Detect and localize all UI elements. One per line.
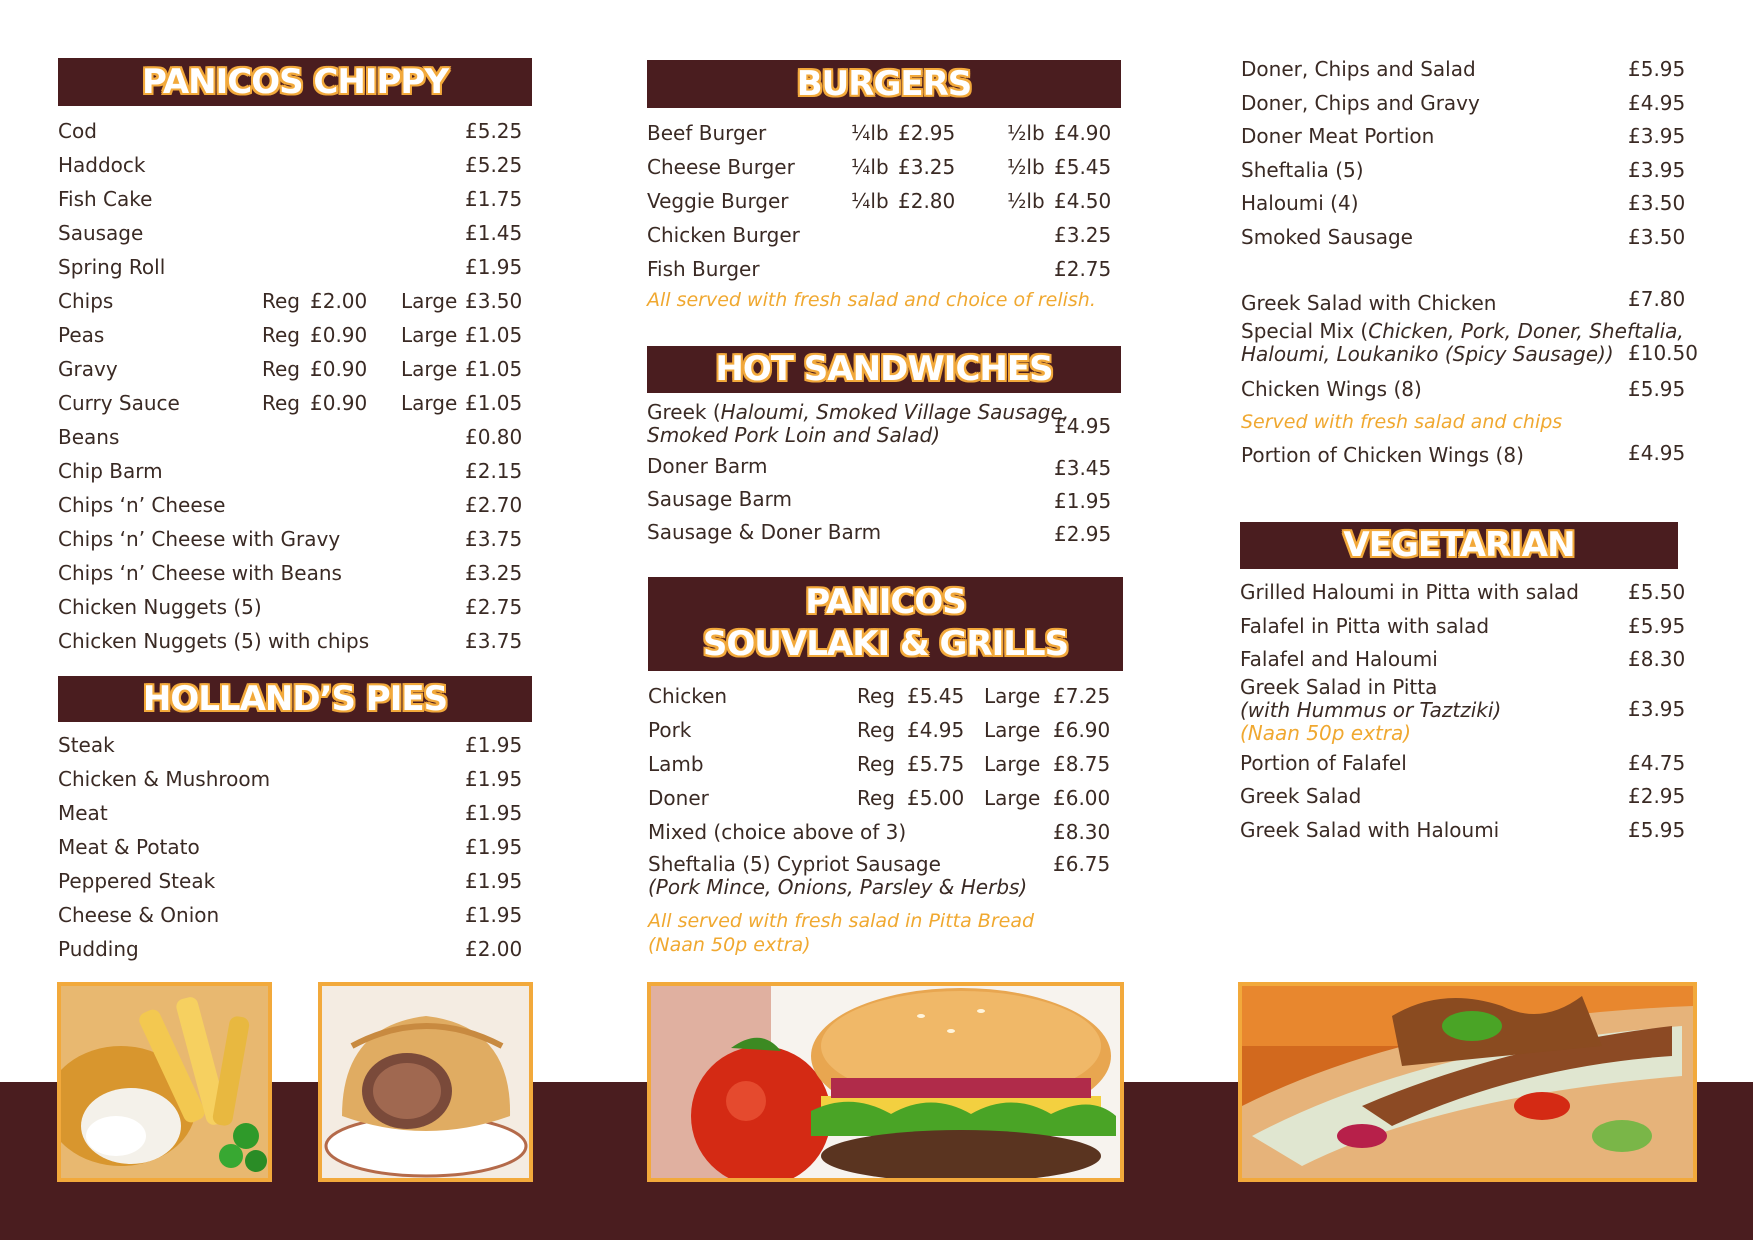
souvlaki-note: All served with fresh salad in Pitta Bread (Naan 50p extra) bbox=[648, 910, 1035, 956]
doner-list bbox=[1241, 52, 1711, 253]
sandwiches-section bbox=[647, 346, 1121, 548]
list-item: Sausage & Doner Barm £2.95 bbox=[647, 520, 1112, 546]
list-item: Haloumi (4) £3.50 bbox=[1241, 191, 1686, 215]
list-item: Chicken Reg £5.45 Large £7.25 bbox=[648, 684, 1111, 708]
list-item: Falafel and Haloumi £8.30 bbox=[1240, 647, 1686, 671]
list-item: Chip Barm £2.15 bbox=[58, 459, 523, 483]
list-item-greek-pitta: Greek Salad in Pitta (with Hummus or Taztziki) (Naan 50p extra) £3.95 bbox=[1240, 674, 1686, 745]
list-item: Doner, Chips and Gravy £4.95 bbox=[1241, 90, 1686, 115]
list-item: Veggie Burger ¼lb £2.80 ½lb £4.50 bbox=[647, 189, 1112, 213]
fish-and-chips-illustration bbox=[61, 986, 268, 1178]
list-item-special-mix: Special Mix (Chicken, Pork, Doner, Sheftalia, Haloumi, Loukaniko (Spicy Sausage)) £10.50 bbox=[1241, 319, 1698, 366]
souvlaki-title-line1: PANICOS bbox=[805, 582, 966, 622]
list-item: Mixed (choice above of 3) £8.30 bbox=[648, 820, 1111, 844]
column-left bbox=[58, 58, 532, 658]
list-item: Fish Burger £2.75 bbox=[647, 257, 1112, 281]
list-item: Doner Reg £5.00 Large £6.00 bbox=[648, 786, 1111, 810]
list-item: Peas Reg £0.90 Large £1.05 bbox=[58, 323, 523, 347]
list-item-chicken-wings: Chicken Wings (8) £5.95 bbox=[1241, 377, 1686, 401]
list-item: Doner Meat Portion £3.95 bbox=[1241, 124, 1686, 148]
burgers-note: All served with fresh salad and choice of relish. bbox=[647, 289, 1096, 311]
list-item-sheftalia: Sheftalia (5) Cypriot Sausage (Pork Mince, Onions, Parsley & Herbs) £6.75 bbox=[648, 852, 1111, 899]
list-item: Meat £1.95 bbox=[58, 801, 523, 825]
list-item: Chips ‘n’ Cheese with Beans £3.25 bbox=[58, 561, 523, 585]
burgers-section bbox=[647, 60, 1121, 312]
list-item: Cod £5.25 bbox=[58, 119, 523, 143]
kebab-illustration bbox=[1242, 986, 1693, 1178]
chippy-list bbox=[58, 114, 523, 658]
list-item: Portion of Falafel £4.75 bbox=[1240, 750, 1686, 775]
sandwiches-title: HOT SANDWICHES bbox=[647, 346, 1121, 393]
pies-list bbox=[58, 728, 523, 966]
list-item: Pork Reg £4.95 Large £6.90 bbox=[648, 718, 1111, 742]
list-item: Spring Roll £1.95 bbox=[58, 255, 523, 279]
fish-and-chips-photo bbox=[57, 982, 272, 1182]
list-item-greek-salad-chicken: Greek Salad with Chicken £7.80 bbox=[1241, 287, 1686, 315]
list-item: Grilled Haloumi in Pitta with salad £5.50 bbox=[1240, 580, 1686, 604]
list-item: Sheftalia (5) £3.95 bbox=[1241, 157, 1686, 182]
doner-section bbox=[1241, 52, 1711, 472]
pies-section bbox=[58, 676, 532, 966]
list-item: Smoked Sausage £3.50 bbox=[1241, 224, 1686, 249]
list-item: Chips ‘n’ Cheese £2.70 bbox=[58, 493, 523, 517]
list-item: Doner, Chips and Salad £5.95 bbox=[1241, 57, 1686, 81]
list-item: Chicken & Mushroom £1.95 bbox=[58, 767, 523, 791]
burgers-list bbox=[647, 116, 1121, 286]
list-item: Chips Reg £2.00 Large £3.50 bbox=[58, 289, 523, 313]
list-item: Chicken Nuggets (5) with chips £3.75 bbox=[58, 629, 523, 653]
vegetarian-list-top bbox=[1240, 575, 1710, 676]
list-item: Beef Burger ¼lb £2.95 ½lb £4.90 bbox=[647, 121, 1112, 145]
list-item: Peppered Steak £1.95 bbox=[58, 869, 523, 893]
list-item: Greek Salad with Haloumi £5.95 bbox=[1240, 817, 1686, 842]
list-item: Chips ‘n’ Cheese with Gravy £3.75 bbox=[58, 527, 523, 551]
list-item-greek: Greek (Haloumi, Smoked Village Sausage, Smoked Pork Loin and Salad) £4.95 bbox=[647, 400, 1112, 447]
souvlaki-title-line2: SOUVLAKI & GRILLS bbox=[702, 624, 1069, 664]
pie-photo bbox=[318, 982, 533, 1182]
list-item: Doner Barm £3.45 bbox=[647, 454, 1112, 480]
list-item: Steak £1.95 bbox=[58, 733, 523, 757]
wings-note: Served with fresh salad and chips bbox=[1241, 411, 1563, 433]
list-item: Lamb Reg £5.75 Large £8.75 bbox=[648, 752, 1111, 776]
list-item: Chicken Burger £3.25 bbox=[647, 223, 1112, 247]
chippy-title: PANICOS CHIPPY bbox=[58, 58, 532, 106]
list-item: Haddock £5.25 bbox=[58, 153, 523, 177]
vegetarian-list-bottom bbox=[1240, 746, 1710, 847]
list-item: Pudding £2.00 bbox=[58, 937, 523, 961]
souvlaki-title bbox=[648, 577, 1123, 671]
list-item: Beans £0.80 bbox=[58, 425, 523, 449]
souvlaki-section bbox=[648, 577, 1123, 957]
list-item: Greek Salad £2.95 bbox=[1240, 784, 1686, 808]
list-item: Gravy Reg £0.90 Large £1.05 bbox=[58, 357, 523, 381]
list-item: Curry Sauce Reg £0.90 Large £1.05 bbox=[58, 391, 523, 415]
pies-title: HOLLAND’S PIES bbox=[58, 676, 532, 722]
vegetarian-title: VEGETARIAN bbox=[1240, 522, 1678, 569]
list-item: Chicken Nuggets (5) £2.75 bbox=[58, 595, 523, 619]
list-item: Sausage £1.45 bbox=[58, 221, 523, 245]
list-item: Sausage Barm £1.95 bbox=[647, 487, 1112, 513]
list-item: Meat & Potato £1.95 bbox=[58, 835, 523, 859]
burger-photo bbox=[647, 982, 1124, 1182]
list-item: Falafel in Pitta with salad £5.95 bbox=[1240, 613, 1686, 638]
list-item: Cheese Burger ¼lb £3.25 ½lb £5.45 bbox=[647, 155, 1112, 179]
pie-illustration bbox=[322, 986, 529, 1178]
souvlaki-list bbox=[648, 679, 1122, 849]
vegetarian-section bbox=[1240, 522, 1686, 846]
burgers-title: BURGERS bbox=[647, 60, 1121, 108]
list-item: Cheese & Onion £1.95 bbox=[58, 903, 523, 927]
burger-illustration bbox=[651, 986, 1120, 1178]
kebab-photo bbox=[1238, 982, 1697, 1182]
list-item-portion-wings: Portion of Chicken Wings (8) £4.95 bbox=[1241, 441, 1686, 467]
list-item: Fish Cake £1.75 bbox=[58, 187, 523, 211]
sandwiches-list bbox=[647, 449, 1121, 548]
